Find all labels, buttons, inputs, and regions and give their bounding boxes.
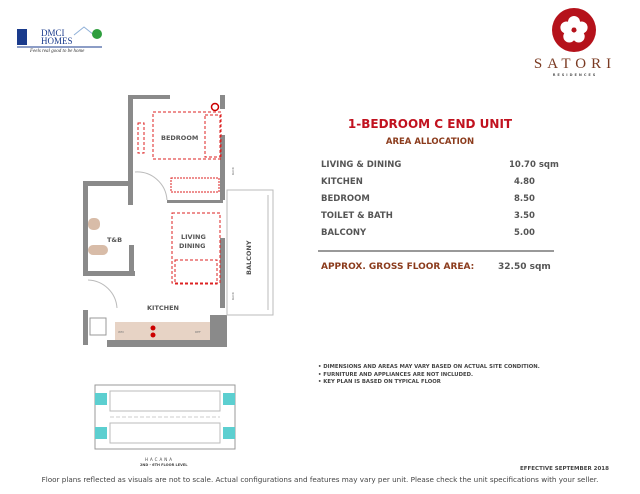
notes bbox=[318, 364, 540, 387]
wm-label: WM bbox=[118, 330, 124, 334]
satori-logo-subtitle: RESIDENCES bbox=[552, 73, 598, 77]
highlighted-unit bbox=[95, 393, 107, 405]
area-row bbox=[321, 228, 561, 238]
room-label-balcony: BALCONY bbox=[245, 240, 253, 275]
rack-label-bottom: RACK bbox=[231, 291, 235, 300]
door-swing bbox=[135, 172, 167, 200]
keyplan-level: 2ND - 6TH FLOOR LEVEL bbox=[140, 463, 188, 467]
area-label: BEDROOM bbox=[321, 194, 370, 204]
area-value: 10.70 sqm bbox=[509, 160, 559, 170]
area-value: 4.80 bbox=[514, 177, 535, 187]
satori-flower-icon bbox=[552, 8, 596, 52]
lamp-icon bbox=[212, 104, 219, 111]
unit-floor-plan bbox=[75, 90, 285, 375]
area-value: 3.50 bbox=[514, 211, 535, 221]
highlighted-unit bbox=[95, 427, 107, 439]
area-label: KITCHEN bbox=[321, 177, 363, 187]
entry-door-swing bbox=[88, 280, 117, 308]
dmci-tagline: Feels real good to be home bbox=[30, 49, 85, 54]
room-label-bedroom: BEDROOM bbox=[161, 134, 199, 142]
keyplan-name: HACANA bbox=[145, 457, 174, 462]
shaft bbox=[90, 318, 106, 335]
satori-logo-text: SATORI bbox=[533, 56, 617, 72]
unit-title: 1-BEDROOM C END UNIT bbox=[347, 117, 513, 131]
area-allocation-heading: AREA ALLOCATION bbox=[385, 137, 475, 147]
area-label: LIVING & DINING bbox=[321, 160, 402, 170]
footer-disclaimer: Floor plans reflected as visuals are not to scale. Actual configurations and features may vary per unit. Please check the unit specifications with your seller. bbox=[41, 475, 599, 484]
room-label-kitchen: KITCHEN bbox=[147, 304, 179, 312]
room-label-living: LIVING bbox=[181, 233, 206, 241]
area-row bbox=[321, 211, 561, 221]
area-label: TOILET & BATH bbox=[321, 211, 393, 221]
highlighted-unit bbox=[223, 427, 235, 439]
area-value: 5.00 bbox=[514, 228, 535, 238]
dmci-name: DMCI HOMES bbox=[41, 28, 73, 46]
area-value: 8.50 bbox=[514, 194, 535, 204]
gross-area-value: 32.50 sqm bbox=[498, 262, 551, 272]
area-row bbox=[321, 177, 561, 187]
note: • DIMENSIONS AND AREAS MAY VARY BASED ON ACTUAL SITE CONDITION. bbox=[318, 364, 540, 370]
area-row bbox=[321, 194, 561, 204]
room-label-tb: T&B bbox=[107, 236, 123, 244]
room-label-dining: DINING bbox=[179, 242, 206, 250]
area-row bbox=[321, 160, 561, 170]
rack-label-top: RACK bbox=[231, 166, 235, 175]
ref-label: REF bbox=[195, 330, 201, 334]
dmci-homes-logo bbox=[14, 25, 104, 57]
gross-area-label: APPROX. GROSS FLOOR AREA: bbox=[321, 262, 475, 272]
highlighted-unit bbox=[223, 393, 235, 405]
note: • KEY PLAN IS BASED ON TYPICAL FLOOR bbox=[318, 379, 441, 385]
area-label: BALCONY bbox=[321, 228, 367, 238]
divider bbox=[318, 250, 554, 252]
key-plan bbox=[85, 383, 245, 455]
note: • FURNITURE AND APPLIANCES ARE NOT INCLUDED. bbox=[318, 371, 474, 378]
effective-date: EFFECTIVE SEPTEMBER 2018 bbox=[520, 466, 609, 472]
